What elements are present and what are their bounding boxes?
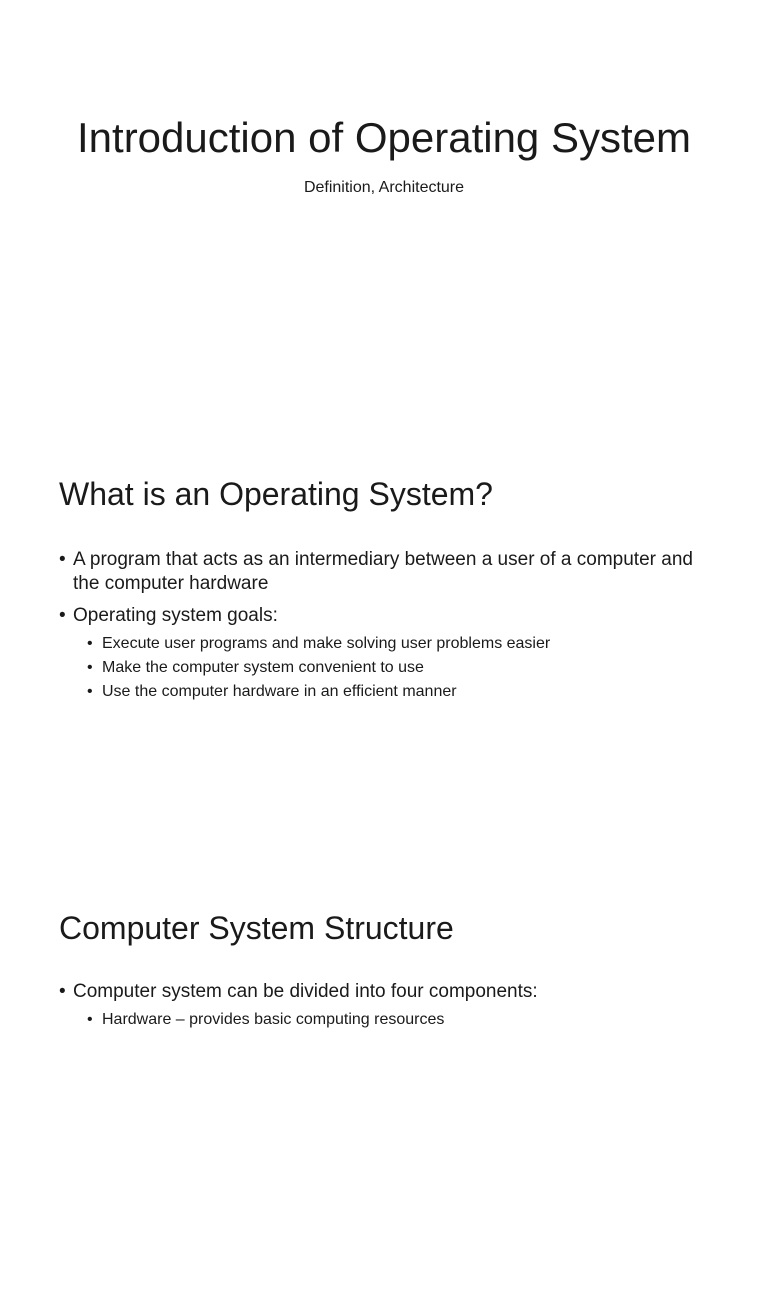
bullet-text: Computer system can be divided into four components: [73, 981, 538, 1002]
bullet-list [59, 548, 718, 712]
sub-bullet-item: • Use the computer hardware in an efficient manner [87, 680, 718, 704]
presentation-subtitle: Definition, Architecture [303, 179, 465, 196]
title-block [60, 112, 708, 198]
slide-heading: Computer System Structure [59, 910, 454, 946]
sub-bullet-item: • Execute user programs and make solving user problems easier [87, 632, 718, 656]
slide-title [0, 0, 768, 432]
slide-what-is-os [0, 434, 768, 866]
bullet-item [59, 604, 718, 704]
sub-bullet-list [73, 1008, 718, 1032]
presentation-title: Introduction of Operating System [77, 114, 691, 161]
bullet-text: A program that acts as an intermediary between a user of a computer and the computer hardware [73, 549, 693, 594]
sub-bullet-list [73, 632, 718, 704]
sub-bullet-item: • Make the computer system convenient to use [87, 656, 718, 680]
bullet-list [59, 980, 718, 1040]
bullet-item [59, 548, 718, 596]
bullet-text: Operating system goals: [73, 605, 278, 626]
slide-heading: What is an Operating System? [59, 476, 493, 512]
sub-bullet-item: • Hardware – provides basic computing resources [87, 1008, 718, 1032]
bullet-item [59, 980, 718, 1032]
slide-computer-system-structure [0, 868, 768, 1300]
